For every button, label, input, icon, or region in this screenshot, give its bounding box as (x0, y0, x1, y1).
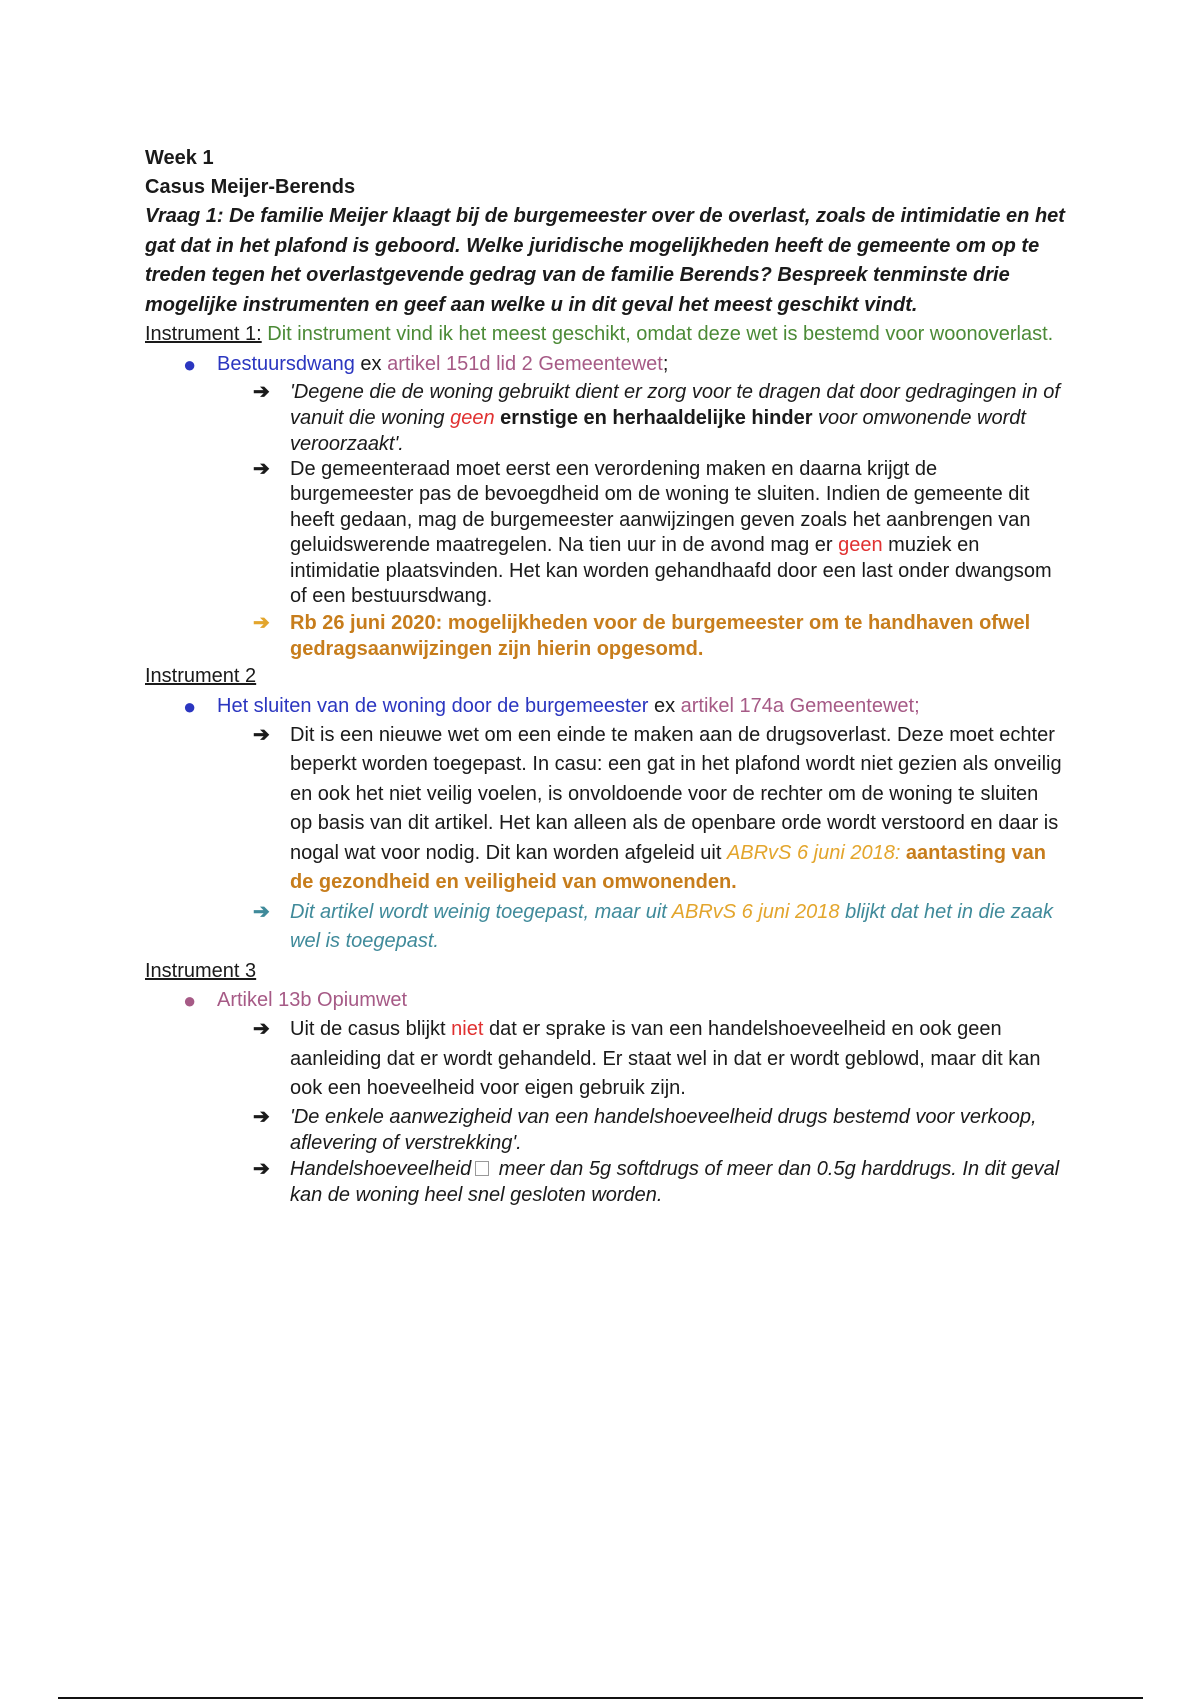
hinder-bold: ernstige en herhaaldelijke hinder (494, 406, 813, 429)
instrument-3-bullet (145, 986, 1065, 1015)
paragraph-text: dat er sprake is van een handelshoeveelheid en ook geen aanleiding dat er wordt gehandeld. Er staat wel in dat er wordt geblowd, maar dit kan ook een hoeveelheid voor eigen gebruik zijn. (290, 1018, 1041, 1100)
arrow-icon: ➔ (253, 380, 270, 403)
article-174a-label: artikel 174a Gemeentewet; (680, 694, 920, 717)
arrow-icon: ➔ (253, 1105, 270, 1128)
arrow-item (145, 1015, 1065, 1104)
geen-highlight: geen (838, 534, 883, 557)
instrument-1-bullet (145, 350, 1065, 379)
quote-text: 'Degene die de woning gebruikt dient er zorg voor te dragen dat door gedragingen in of vanuit die woning (290, 380, 1060, 429)
opiumwet-label: Artikel 13b Opiumwet (217, 989, 408, 1012)
paragraph-text: De gemeenteraad moet eerst een verordening maken en daarna krijgt de burgemeester pas de bevoegdheid om de woning te sluiten. Indien de gemeente dit heeft gedaan, mag de burgemeester aanwijzingen geven zoals het aanbrengen van geluidswerende maatregelen. Na tien uur in de avond mag er (290, 457, 1031, 557)
quote-text: 'De enkele aanwezigheid van een handelshoeveelheid drugs bestemd voor verkoop, aflevering of verstrekking'. (290, 1105, 1037, 1154)
arrow-icon: ➔ (253, 457, 270, 480)
instrument-2-label: Instrument 2 (145, 665, 257, 688)
arrow-item (145, 379, 1065, 457)
instrument-3-paragraph (145, 957, 1065, 987)
arrow-icon: ➔ (253, 1157, 270, 1180)
page-divider (58, 1697, 1143, 1699)
instrument-1-label: Instrument 1: (145, 323, 262, 345)
paragraph-text: meer dan 5g softdrugs of meer dan 0.5g harddrugs. In dit geval kan de woning heel snel gesloten worden. (290, 1157, 1060, 1206)
paragraph-text: Handelshoeveelheid (290, 1157, 472, 1180)
instrument-3-label: Instrument 3 (145, 959, 257, 982)
paragraph-text: Dit is een nieuwe wet om een einde te maken aan de drugsoverlast. Deze moet echter beperkt worden toegepast. In casu: een gat in het plafond wordt niet gezien als onveilig en ook het niet veilig voelen, is onvoldoende voor de rechter om de woning te sluiten op basis van dit artikel. Het kan alleen als de openbare orde wordt verstoord en daar is nogal wat voor nodig. Dit kan worden afgeleid uit (290, 723, 1062, 864)
instrument-1-note: Dit instrument vind ik het meest geschikt, omdat deze wet is bestemd voor woonoverlast. (261, 323, 1054, 345)
abrvs-reference: ABRvS 6 juni 2018: (726, 841, 901, 864)
bullet-dot-icon: ● (183, 693, 197, 719)
abrvs-summary: aantasting van de gezondheid en veiligheid van omwonenden. (290, 841, 1046, 894)
arrow-icon: ➔ (253, 612, 270, 635)
arrow-item (145, 610, 1065, 662)
geen-highlight: geen (450, 406, 495, 429)
arrow-item (145, 1156, 1065, 1208)
bullet-ex: ex (354, 352, 388, 375)
bullet-ex: ex (648, 694, 681, 717)
arrow-icon: ➔ (253, 1018, 270, 1041)
paragraph-text: muziek en intimidatie plaatsvinden. Het kan worden gehandhaafd door een last onder dwangsom of een bestuursdwang. (290, 534, 1052, 608)
arrow-item (145, 721, 1065, 898)
bullet-dot-icon: ● (183, 351, 197, 377)
bestuursdwang-label: Bestuursdwang (217, 352, 355, 375)
quote-end: voor omwonende wordt veroorzaakt'. (290, 406, 1026, 455)
checkbox-glyph-icon (475, 1161, 489, 1176)
abrvs-reference: ABRvS 6 juni 2018 (671, 900, 840, 923)
question-text: Vraag 1: De familie Meijer klaagt bij de burgemeester over de overlast, zoals de intimidatie en het gat dat in het plafond is geboord. Welke juridische mogelijkheden heeft de gemeente om op te treden tegen het overlastgevende gedrag van de familie Berends? Bespreek tenminste drie mogelijke instrumenten en geef aan welke u in dit geval het meest geschikt vindt. (145, 205, 1065, 316)
casus-heading: Casus Meijer-Berends (145, 176, 356, 198)
rb-ruling-text: Rb 26 juni 2020: mogelijkheden voor de burgemeester om te handhaven ofwel gedragsaanwijzingen zijn hierin opgesomd. (290, 612, 1031, 661)
woning-sluiten-label: Het sluiten van de woning door de burgemeester (217, 694, 649, 717)
document-page (145, 144, 1065, 1208)
bullet-semicolon: ; (662, 352, 669, 375)
arrow-icon: ➔ (253, 900, 270, 923)
paragraph-text: blijkt dat het in die zaak wel is toegepast. (290, 900, 1054, 953)
paragraph-text: Dit artikel wordt weinig toegepast, maar uit (290, 900, 672, 923)
week-heading: Week 1 (145, 147, 214, 169)
instrument-2-bullet (145, 692, 1065, 721)
instrument-1-paragraph (145, 320, 1065, 350)
paragraph-text: Uit de casus blijkt (290, 1018, 452, 1041)
arrow-item (145, 457, 1065, 611)
article-151d-label: artikel 151d lid 2 Gemeentewet (387, 352, 663, 375)
arrow-item (145, 1104, 1065, 1156)
niet-highlight: niet (451, 1018, 484, 1041)
arrow-icon: ➔ (253, 723, 270, 746)
arrow-item (145, 898, 1065, 957)
instrument-2-paragraph (145, 662, 1065, 692)
bullet-dot-icon: ● (183, 988, 197, 1014)
